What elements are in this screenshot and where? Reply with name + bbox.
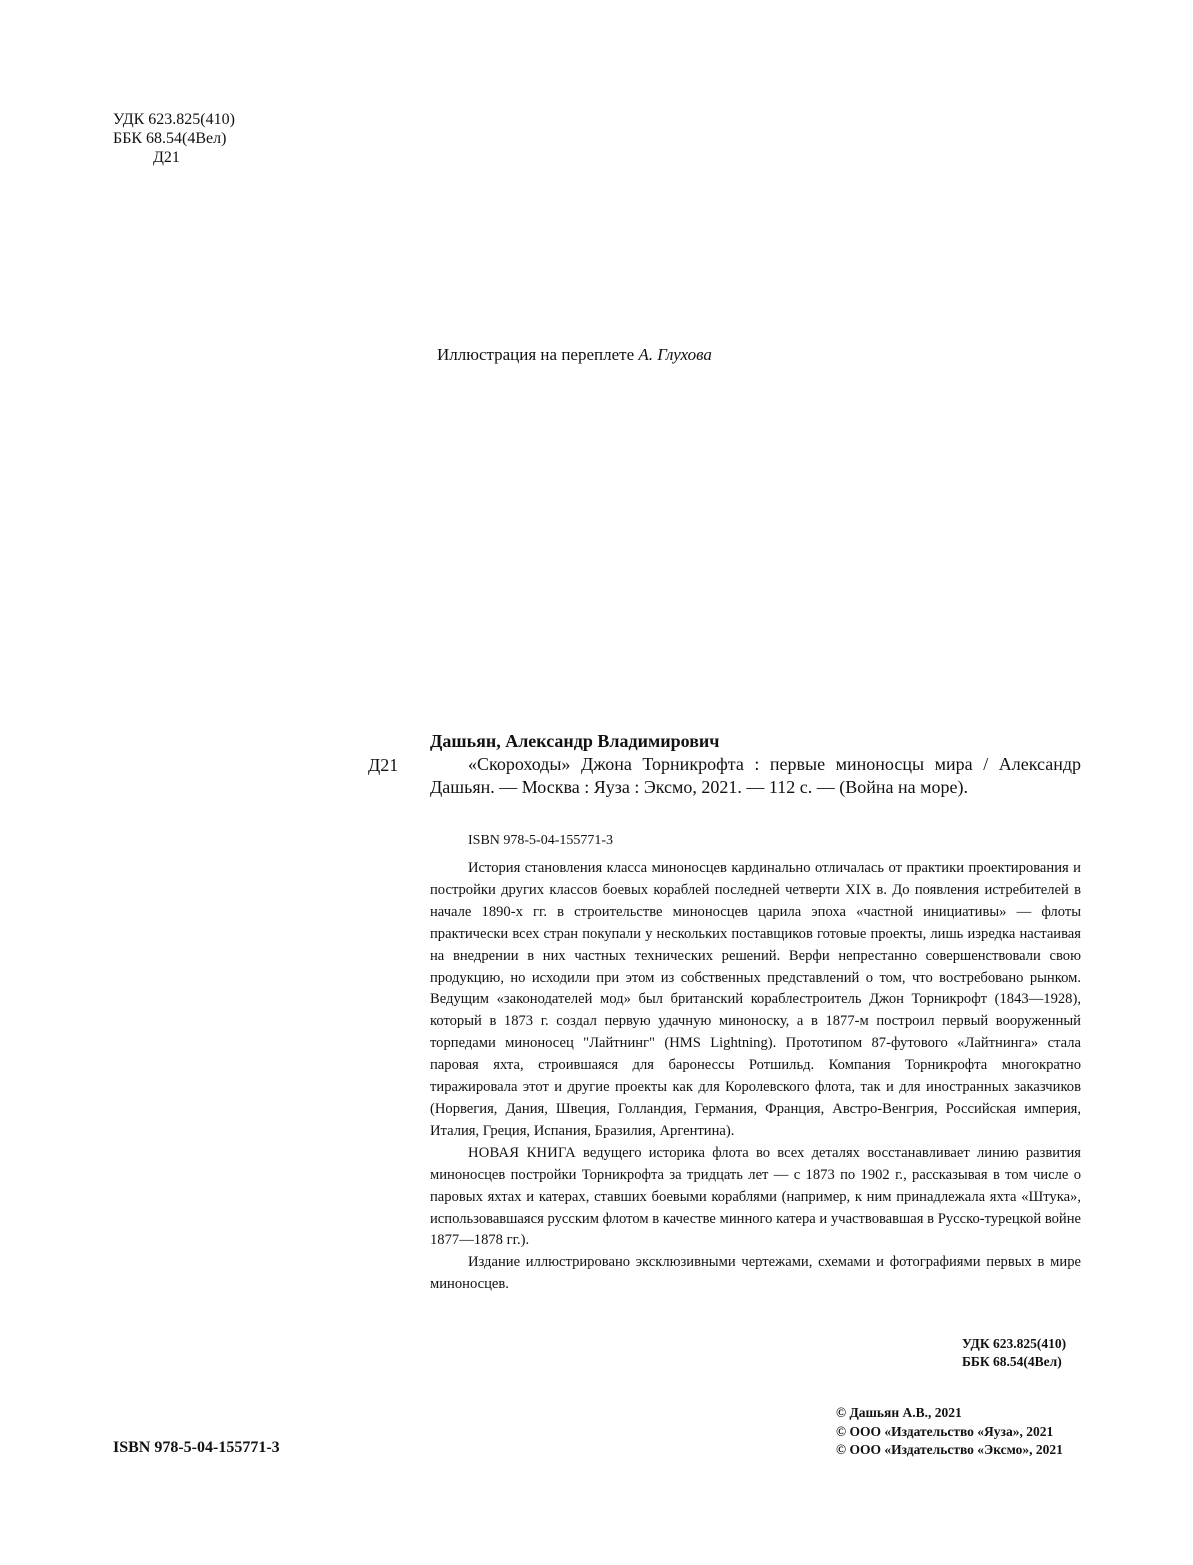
catalog-isbn: ISBN 978-5-04-155771-3	[468, 833, 614, 848]
copyright-line: © Дашьян А.В., 2021	[836, 1405, 962, 1420]
catalog-title-block	[430, 753, 1081, 799]
annotation-paragraph-2-text: ведущего историка флота во всех деталях восстанавливает линию развития миноносцев постройки Торникрофта за тридцать лет — с 1873 по 1902 г., рассказывая в том числе о паровых яхтах и катерах, ставших боевыми кораблями (например, к ним принадлежала яхта «Штука», использовавшаяся русским флотом в качестве минного катера и участвовавшая в Русско-турецкой войне 1877—1878 гг.).	[430, 1144, 1081, 1249]
classification-codes-top	[113, 110, 235, 167]
catalog-shelf-mark: Д21	[368, 755, 399, 775]
copyright-block	[836, 1404, 1063, 1460]
classification-codes-bottom	[962, 1335, 1066, 1371]
annotation-paragraph-1: История становления класса миноносцев кардинально отличалась от практики проектирования и постройки других классов боевых кораблей последней четверти XIX в. До появления истребителей в начале 1890-х гг. в строительстве миноносцев царила эпоха «частной инициативы» — флоты практически всех стран покупали у нескольких поставщиков готовые проекты, лишь изредка настаивая на внедрении в них частных технических решений. Верфи непрестанно совершенствовали свою продукцию, но исходили при этом из собственных представлений о том, что востребовано рынком. Ведущим «законодателей мод» был британский кораблестроитель Джон Торникрофт (1843—1928), который в 1873 г. создал первую удачную миноноску, а в 1877-м построил первый вооруженный торпедами миноносец "Лайтнинг" (HMS Lightning). Прототипом 87-футового «Лайтнинга» стала паровая яхта, строившаяся для баронессы Ротшильд. Компания Торникрофта многократно тиражировала этот и другие проекты как для Королевского флота, так и для иностранных заказчиков (Норвегия, Дания, Швеция, Голландия, Германия, Франция, Австро-Венгрия, Российская империя, Италия, Греция, Испания, Бразилия, Аргентина).	[430, 860, 1081, 1139]
annotation-paragraph-3: Издание иллюстрировано эксклюзивными чертежами, схемами и фотографиями первых в мире миноносцев.	[430, 1254, 1081, 1293]
catalog-title-line: «Скороходы» Джона Торникрофта : первые миноносцы мира / Александр Дашьян. — Москва : Яуза : Эксмо, 2021. — 112 с. — (Война на море).	[430, 754, 1081, 797]
annotation-new-book-caps: НОВАЯ КНИГА	[468, 1144, 576, 1161]
illustration-credit-prefix: Иллюстрация на переплете	[437, 345, 635, 364]
isbn-bottom: ISBN 978-5-04-155771-3	[113, 1439, 280, 1456]
udk-code-bottom: УДК 623.825(410)	[962, 1336, 1067, 1351]
bbk-code: ББК 68.54(4Вел)	[113, 130, 227, 147]
copyright-line: © ООО «Издательство «Яуза», 2021	[836, 1423, 1054, 1439]
annotation	[430, 858, 1081, 1296]
illustration-credit	[437, 345, 712, 365]
annotation-paragraph-2	[430, 1143, 1081, 1253]
catalog-author: Дашьян, Александр Владимирович	[430, 731, 720, 751]
udk-code: УДК 623.825(410)	[113, 111, 235, 128]
illustration-artist: А. Глухова	[638, 345, 712, 364]
copyright-line: © ООО «Издательство «Эксмо», 2021	[836, 1442, 1063, 1457]
shelf-mark: Д21	[153, 149, 180, 166]
bbk-code-bottom: ББК 68.54(4Вел)	[962, 1354, 1062, 1369]
